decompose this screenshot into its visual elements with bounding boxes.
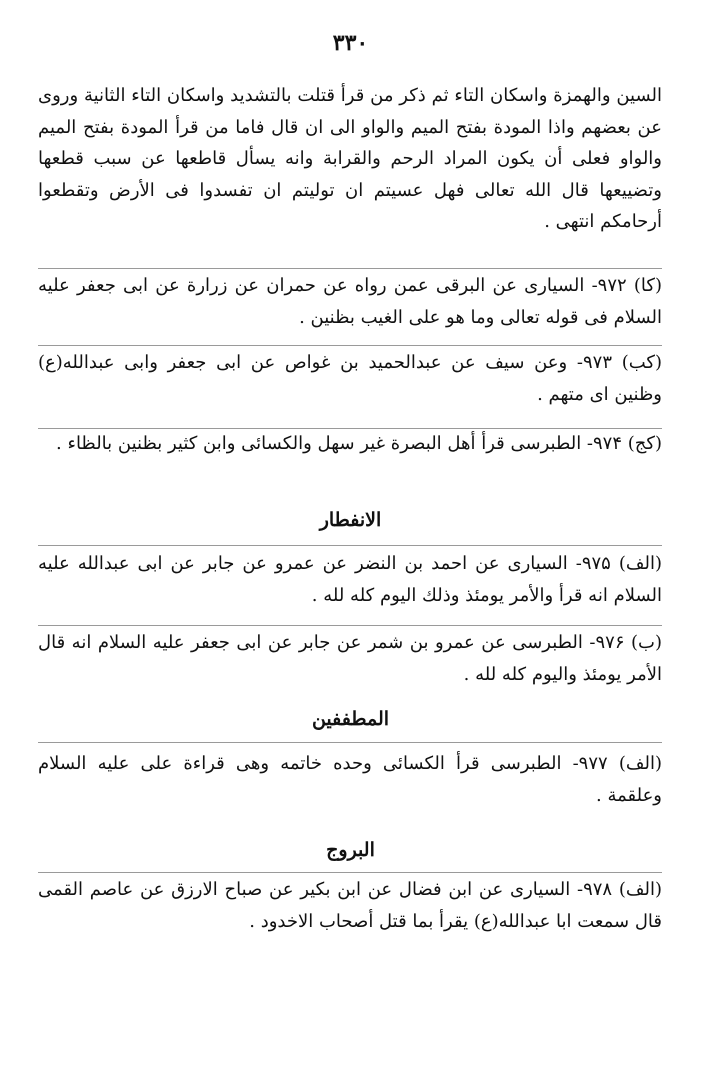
paragraph-974: (کج) ۹۷۴- الطبرسی قرأ أهل البصرة غیر سهل والکسائی وابن کثیر بظنین بالظاء . xyxy=(56,433,662,454)
paragraph-972: (کا) ۹۷۲- السیاری عن البرقی عمن رواه عن حمران عن زرارة عن ابی جعفر علیه السلام فی قوله تعالی وما هو علی الغیب بظنین . xyxy=(38,275,662,328)
section-heading-infitar: الانفطار xyxy=(319,509,382,531)
paragraph-975: (الف) ۹۷۵- السیاری عن احمد بن النضر عن عمرو عن جابر عن ابی عبدالله علیه السلام انه قرأ والأمر یومئذ وذلك الیوم کله لله . xyxy=(38,553,662,606)
separator-rule xyxy=(38,268,662,269)
page-number: ۳۳۰ xyxy=(332,30,369,56)
separator-rule xyxy=(38,742,662,743)
separator-rule xyxy=(38,545,662,546)
separator-rule xyxy=(38,872,662,873)
paragraph-973: (کب) ۹۷۳- وعن سیف عن عبدالحمید بن غواص عن ابی جعفر وابی عبدالله(ع) وظنین ای متهم . xyxy=(38,352,663,405)
section-heading-mutaffifin: المطففین xyxy=(311,708,390,730)
section-heading-buruj: البروج xyxy=(326,839,375,861)
paragraph-976: (ب) ۹۷۶- الطبرسی عن عمرو بن شمر عن جابر عن ابی جعفر علیه السلام انه قال الأمر یومئذ والیوم کله لله . xyxy=(38,632,662,685)
separator-rule xyxy=(38,345,662,346)
paragraph-intro: السین والهمزة واسکان التاء ثم ذکر من قرأ قتلت بالتشدید واسکان التاء الثانیة وروی عن بعضهم واذا المودة بفتح المیم والواو الی ان قال فاما من قرأ المودة بفتح المیم والواو فعلی أن یکون المراد الرحم والقرابة وانه یسأل قاطعها عن سبب قطعها وتضییعها قال الله تعالی فهل عسیتم ان تولیتم ان تفسدوا فی الأرض وتقطعوا أرحامکم انتهی . xyxy=(38,85,662,232)
paragraph-977: (الف) ۹۷۷- الطبرسی قرأ الکسائی وحده خاتمه وهی قراءة علی علیه السلام وعلقمة . xyxy=(38,753,662,806)
separator-rule xyxy=(38,625,662,626)
paragraph-978: (الف) ۹۷۸- السیاری عن ابن فضال عن ابن بکیر عن صباح الارزق عن عاصم القمی قال سمعت ابا عبدالله(ع) یقرأ بما قتل أصحاب الاخدود . xyxy=(38,879,662,932)
